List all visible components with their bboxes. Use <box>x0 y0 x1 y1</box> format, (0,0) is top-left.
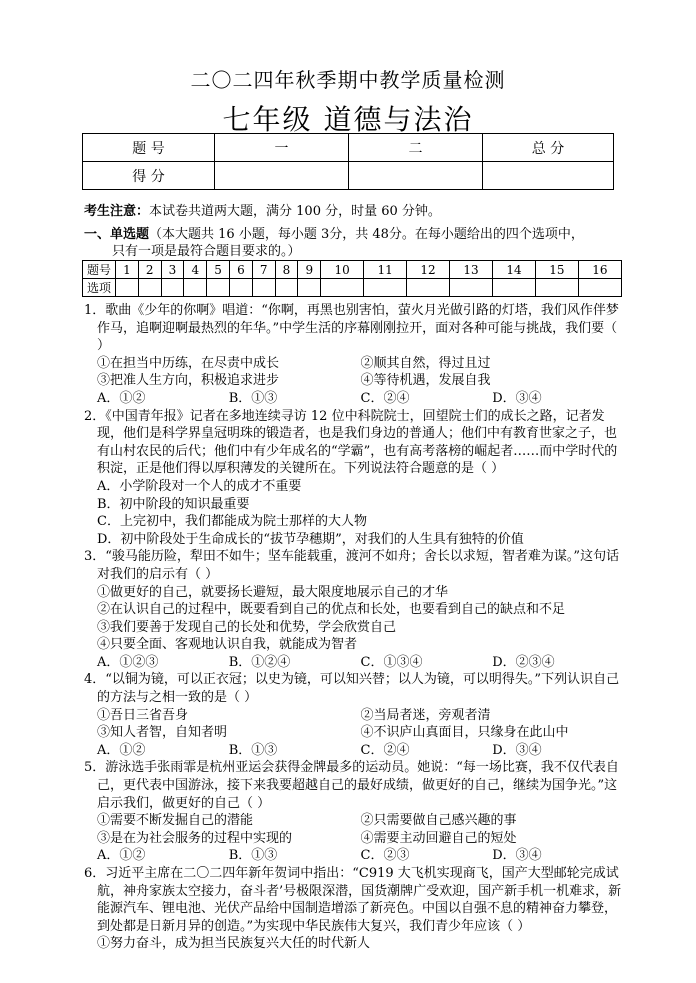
notice-text: 本试卷共道两大题，满分 100 分，时量 60 分钟。 <box>149 204 441 219</box>
exam-subject-title: 七年级 道德与法治 <box>222 103 474 136</box>
answer-number: 2 <box>138 261 161 279</box>
statement: ③我们要善于发现自己的长处和优势，学会欣赏自己 <box>97 619 397 635</box>
section-desc: （本大题共 16 小题，每小题 3分，共 48分。在每小题给出的四个选项中， <box>149 227 584 242</box>
score-table <box>82 133 614 190</box>
statement-row <box>84 707 624 725</box>
score-cell: 总 分 <box>483 134 614 162</box>
choice-option[interactable]: A．①② <box>97 390 146 406</box>
answer-cell[interactable] <box>450 279 493 297</box>
answer-cell[interactable] <box>321 279 364 297</box>
section-header <box>84 226 624 260</box>
answer-cell[interactable] <box>252 279 275 297</box>
statement: ④不识庐山真面目，只缘身在此山中 <box>360 725 569 741</box>
statement: ②当局者迷，旁观者清 <box>360 707 491 723</box>
choice-option[interactable]: A．①②③ <box>97 654 159 670</box>
answer-number: 10 <box>321 261 364 279</box>
choice-option[interactable]: B．①③ <box>228 390 278 406</box>
statement: ①做更好的自己，就要扬长避短，最大限度地展示自己的才华 <box>97 584 449 600</box>
score-input-cell[interactable] <box>215 162 349 190</box>
answer-number: 11 <box>364 261 407 279</box>
choice-option[interactable]: A．小学阶段对一个人的成才不重要 <box>97 478 302 494</box>
statement-row <box>84 830 624 848</box>
question-stem: 1．歌曲《少年的你啊》唱道：“你啊，再黑也别害怕，萤火月光做引路的灯塔，我们风作伴梦作马，追啊迎啊最热烈的年华。”中学生活的序幕刚刚拉开，面对各种可能与挑战，我们要（ ） <box>84 303 619 354</box>
answer-number: 13 <box>450 261 493 279</box>
answer-cell[interactable] <box>184 279 207 297</box>
score-table-row <box>83 134 614 162</box>
answer-cell[interactable] <box>298 279 321 297</box>
score-cell: 题 号 <box>83 134 215 162</box>
choice-row <box>84 742 624 760</box>
score-cell: 得 分 <box>83 162 215 190</box>
answer-number: 9 <box>298 261 321 279</box>
question-stem: 2．《中国青年报》记者在多地连续寻访 12 位中科院院士，回望院士们的成长之路，记者发现，他们是科学界皇冠明珠的锻造者，也是我们身边的普通人；他们中有教育世家之子，也有山村农民的后代；他们中有少年成名的“学霸”，也有高考落榜的崛起者……而中学时代的积淀，正是他们得以厚积薄发的关键所在。下列说法符合题意的是（ ） <box>84 408 618 477</box>
answer-number: 3 <box>161 261 184 279</box>
statement: ③是在为社会服务的过程中实现的 <box>97 830 293 846</box>
question-5 <box>84 759 624 865</box>
choice-option[interactable]: B．①③ <box>228 848 278 864</box>
question-stem: 3．“骏马能历险，犁田不如牛；坚车能载重，渡河不如舟；舍长以求短，智者难为谋。”这句话对我们的启示有（ ） <box>84 549 620 582</box>
choice-option[interactable]: D．③④ <box>492 742 542 758</box>
answer-cell[interactable] <box>138 279 161 297</box>
statement: ①努力奋斗，成为担当民族复兴大任的时代新人 <box>97 936 371 952</box>
score-input-cell[interactable] <box>483 162 614 190</box>
answer-cell[interactable] <box>207 279 230 297</box>
choice-option[interactable]: C．①③④ <box>360 654 423 670</box>
answer-table <box>82 260 622 297</box>
choice-option[interactable]: D．初中阶段处于生命成长的“拔节孕穗期”，对我们的人生具有独特的价值 <box>97 531 524 547</box>
score-input-cell[interactable] <box>349 162 483 190</box>
answer-number: 8 <box>275 261 298 279</box>
answer-cell[interactable] <box>161 279 184 297</box>
question-list <box>84 302 624 953</box>
answer-cell[interactable] <box>229 279 252 297</box>
choice-option[interactable]: D．②③④ <box>492 654 555 670</box>
statement: ①需要不断发掘自己的潜能 <box>97 813 254 829</box>
answer-cell[interactable] <box>116 279 139 297</box>
question-4 <box>84 671 624 759</box>
section-desc: 只有一项是最符合题目要求的。） <box>112 244 301 259</box>
exam-title: 二〇二四年秋季期中教学质量检测 <box>190 68 506 92</box>
choice-option[interactable]: B．①②④ <box>228 654 291 670</box>
choice-option[interactable]: D．③④ <box>492 848 542 864</box>
choice-row <box>84 654 624 672</box>
answer-number: 1 <box>116 261 139 279</box>
answer-number: 16 <box>578 261 621 279</box>
choice-option[interactable]: B．①③ <box>228 742 278 758</box>
answer-number: 6 <box>229 261 252 279</box>
answer-number: 14 <box>492 261 535 279</box>
answer-cell[interactable] <box>275 279 298 297</box>
statement: ①吾日三省吾身 <box>97 707 189 723</box>
question-stem: 5．游泳选手张雨霏是杭州亚运会获得金牌最多的运动员。她说：“每一场比赛，我不仅代表自己，更代表中国游泳，接下来我要超越自己的最好成绩，做更好的自己，继续为国争光。”这启示我们，做更好的自己（ ） <box>84 760 619 811</box>
statement: ④只要全面、客观地认识自我，就能成为智者 <box>97 637 358 653</box>
score-cell: 一 <box>215 134 349 162</box>
question-3 <box>84 548 624 671</box>
score-table-row <box>83 162 614 190</box>
answer-row-label: 选项 <box>83 279 116 297</box>
choice-option[interactable]: C．②④ <box>360 390 410 406</box>
statement: ④等待机遇，发展自我 <box>360 373 491 389</box>
choice-row <box>84 390 624 408</box>
notice-label: 考生注意： <box>84 204 150 219</box>
statement: ③知人者智，自知者明 <box>97 725 228 741</box>
statement: ②顺其自然，得过且过 <box>360 355 491 371</box>
statement-row <box>84 372 624 390</box>
statement: ①在担当中历练，在尽责中成长 <box>97 355 280 371</box>
exam-notice <box>84 200 441 219</box>
statement: ②在认识自己的过程中，既要看到自己的优点和长处，也要看到自己的缺点和不足 <box>97 602 566 618</box>
choice-option[interactable]: C．②③ <box>360 848 410 864</box>
choice-option[interactable]: C．上完初中，我们都能成为院士那样的大人物 <box>97 514 367 530</box>
answer-cell[interactable] <box>492 279 535 297</box>
section-label: 一、单选题 <box>84 227 150 242</box>
answer-cell[interactable] <box>578 279 621 297</box>
statement-row <box>84 724 624 742</box>
statement-row <box>84 812 624 830</box>
answer-number: 15 <box>535 261 578 279</box>
statement: ④需要主动回避自己的短处 <box>360 830 517 846</box>
question-stem: 4．“以铜为镜，可以正衣冠；以史为镜，可以知兴替；以人为镜，可以明得失。”下列认识自己的方法与之相一致的是（ ） <box>84 672 620 706</box>
choice-option[interactable]: C．②④ <box>360 742 410 758</box>
question-2 <box>84 408 624 549</box>
answer-cell[interactable] <box>407 279 450 297</box>
answer-cell[interactable] <box>364 279 407 297</box>
statement: ②只需要做自己感兴趣的事 <box>360 813 517 829</box>
answer-number: 12 <box>407 261 450 279</box>
answer-choice-row <box>83 279 622 297</box>
question-6 <box>84 865 624 953</box>
score-cell: 二 <box>349 134 483 162</box>
choice-row <box>84 847 624 865</box>
statement: ③把准人生方向，积极追求进步 <box>97 373 280 389</box>
answer-number: 5 <box>207 261 230 279</box>
answer-row-label: 题号 <box>83 261 116 279</box>
question-stem: 6．习近平主席在二〇二四年新年贺词中指出：“C919 大飞机实现商飞，国产大型邮轮完成试航，神舟家族太空接力，奋斗者’号极限深潜，国货潮牌广受欢迎，国产新手机一机难求，新能源汽车、锂电池、光伏产品给中国制造增添了新亮色。中国以自强不息的精神奋力攀登，到处都是日新月异的创造。”为实现中华民族伟大复兴，我们青少年应该（ ） <box>84 866 622 934</box>
answer-number-row <box>83 261 622 279</box>
answer-number: 4 <box>184 261 207 279</box>
choice-option[interactable]: A．①② <box>97 848 146 864</box>
choice-option[interactable]: A．①② <box>97 742 146 758</box>
question-1 <box>84 302 624 408</box>
answer-number: 7 <box>252 261 275 279</box>
statement-row <box>84 355 624 373</box>
choice-option[interactable]: B．初中阶段的知识最重要 <box>97 496 250 512</box>
choice-option[interactable]: D．③④ <box>492 390 542 406</box>
answer-cell[interactable] <box>535 279 578 297</box>
